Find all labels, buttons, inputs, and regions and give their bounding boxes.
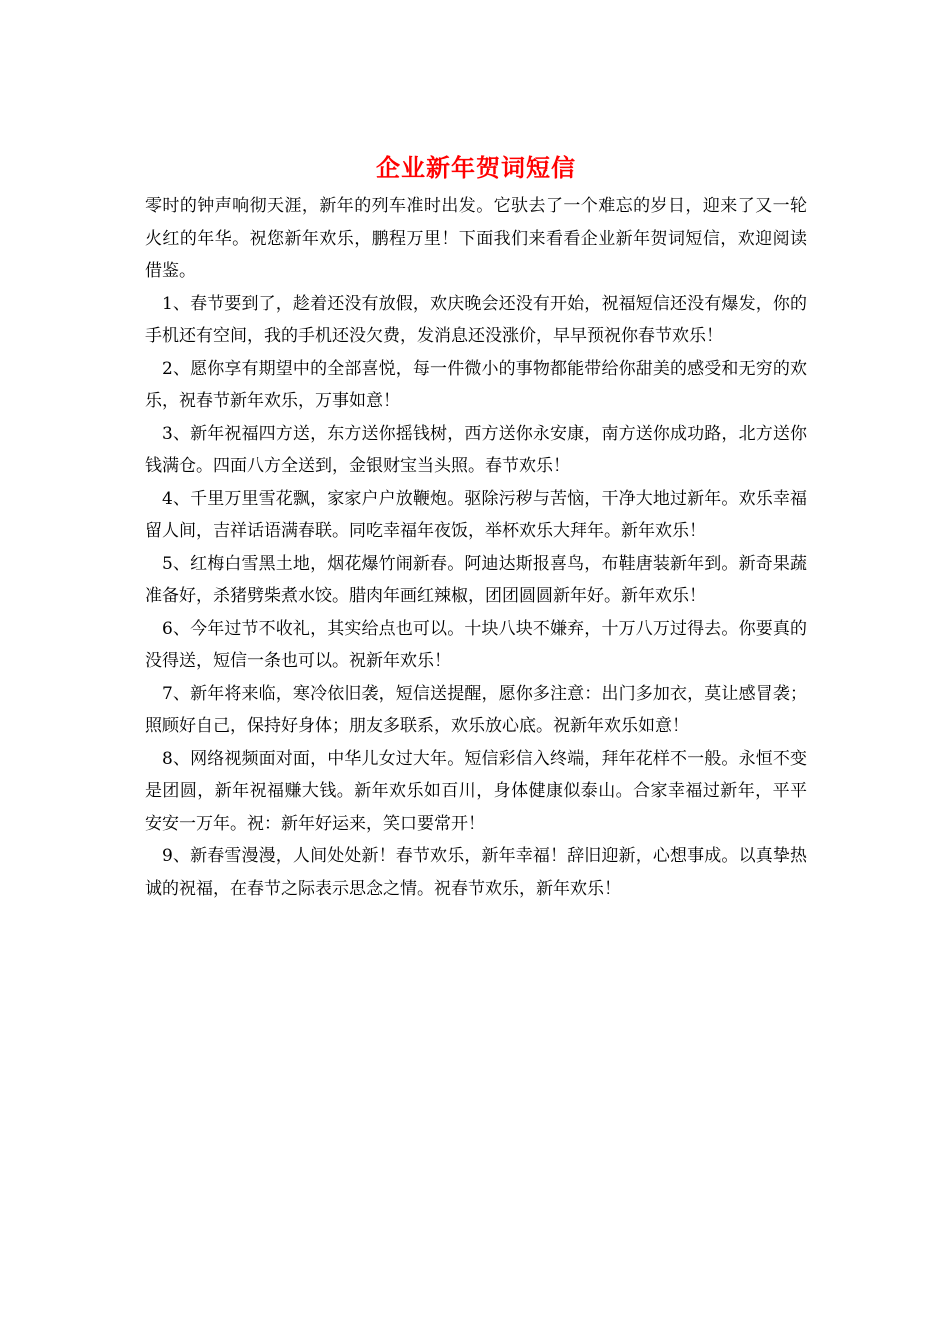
greeting-item-4: 4、千里万里雪花飘，家家户户放鞭炮。驱除污秽与苦恼，干净大地过新年。欢乐幸福留人间，吉祥话语满春联。同吃幸福年夜饭，举杯欢乐大拜年。新年欢乐！ xyxy=(145,488,807,541)
greeting-item-6: 6、今年过节不收礼，其实给点也可以。十块八块不嫌弃，十万八万过得去。你要真的没得送，短信一条也可以。祝新年欢乐！ xyxy=(145,618,807,671)
greeting-item-3: 3、新年祝福四方送，东方送你摇钱树，西方送你永安康，南方送你成功路，北方送你钱满仓。四面八方全送到，金银财宝当头照。春节欢乐！ xyxy=(145,423,807,476)
greeting-item-9: 9、新春雪漫漫，人间处处新！春节欢乐，新年幸福！辞旧迎新，心想事成。以真挚热诚的祝福，在春节之际表示思念之情。祝春节欢乐，新年欢乐！ xyxy=(145,846,807,899)
greeting-item-7: 7、新年将来临，寒冷依旧袭，短信送提醒，愿你多注意：出门多加衣，莫让感冒袭；照顾好自己，保持好身体；朋友多联系，欢乐放心底。祝新年欢乐如意！ xyxy=(145,683,807,736)
greeting-item-2: 2、愿你享有期望中的全部喜悦，每一件微小的事物都能带给你甜美的感受和无穷的欢乐，祝春节新年欢乐，万事如意！ xyxy=(145,358,807,411)
document-page xyxy=(145,150,807,905)
greeting-item-5: 5、红梅白雪黑土地，烟花爆竹闹新春。阿迪达斯报喜鸟，布鞋唐装新年到。新奇果蔬准备好，杀猪劈柴煮水饺。腊肉年画红辣椒，团团圆圆新年好。新年欢乐！ xyxy=(145,553,807,606)
greeting-item-8: 8、网络视频面对面，中华儿女过大年。短信彩信入终端，拜年花样不一般。永恒不变是团圆，新年祝福赚大钱。新年欢乐如百川，身体健康似泰山。合家幸福过新年，平平安安一万年。祝：新年好运来，笑口要常开！ xyxy=(145,748,807,834)
greeting-item-1: 1、春节要到了，趁着还没有放假，欢庆晚会还没有开始，祝福短信还没有爆发，你的手机还有空间，我的手机还没欠费，发消息还没涨价，早早预祝你春节欢乐！ xyxy=(145,293,807,346)
intro-paragraph: 零时的钟声响彻天涯，新年的列车准时出发。它驮去了一个难忘的岁日，迎来了又一轮火红的年华。祝您新年欢乐，鹏程万里！下面我们来看看企业新年贺词短信，欢迎阅读借鉴。 xyxy=(145,196,807,281)
document-title: 企业新年贺词短信 xyxy=(376,153,576,182)
